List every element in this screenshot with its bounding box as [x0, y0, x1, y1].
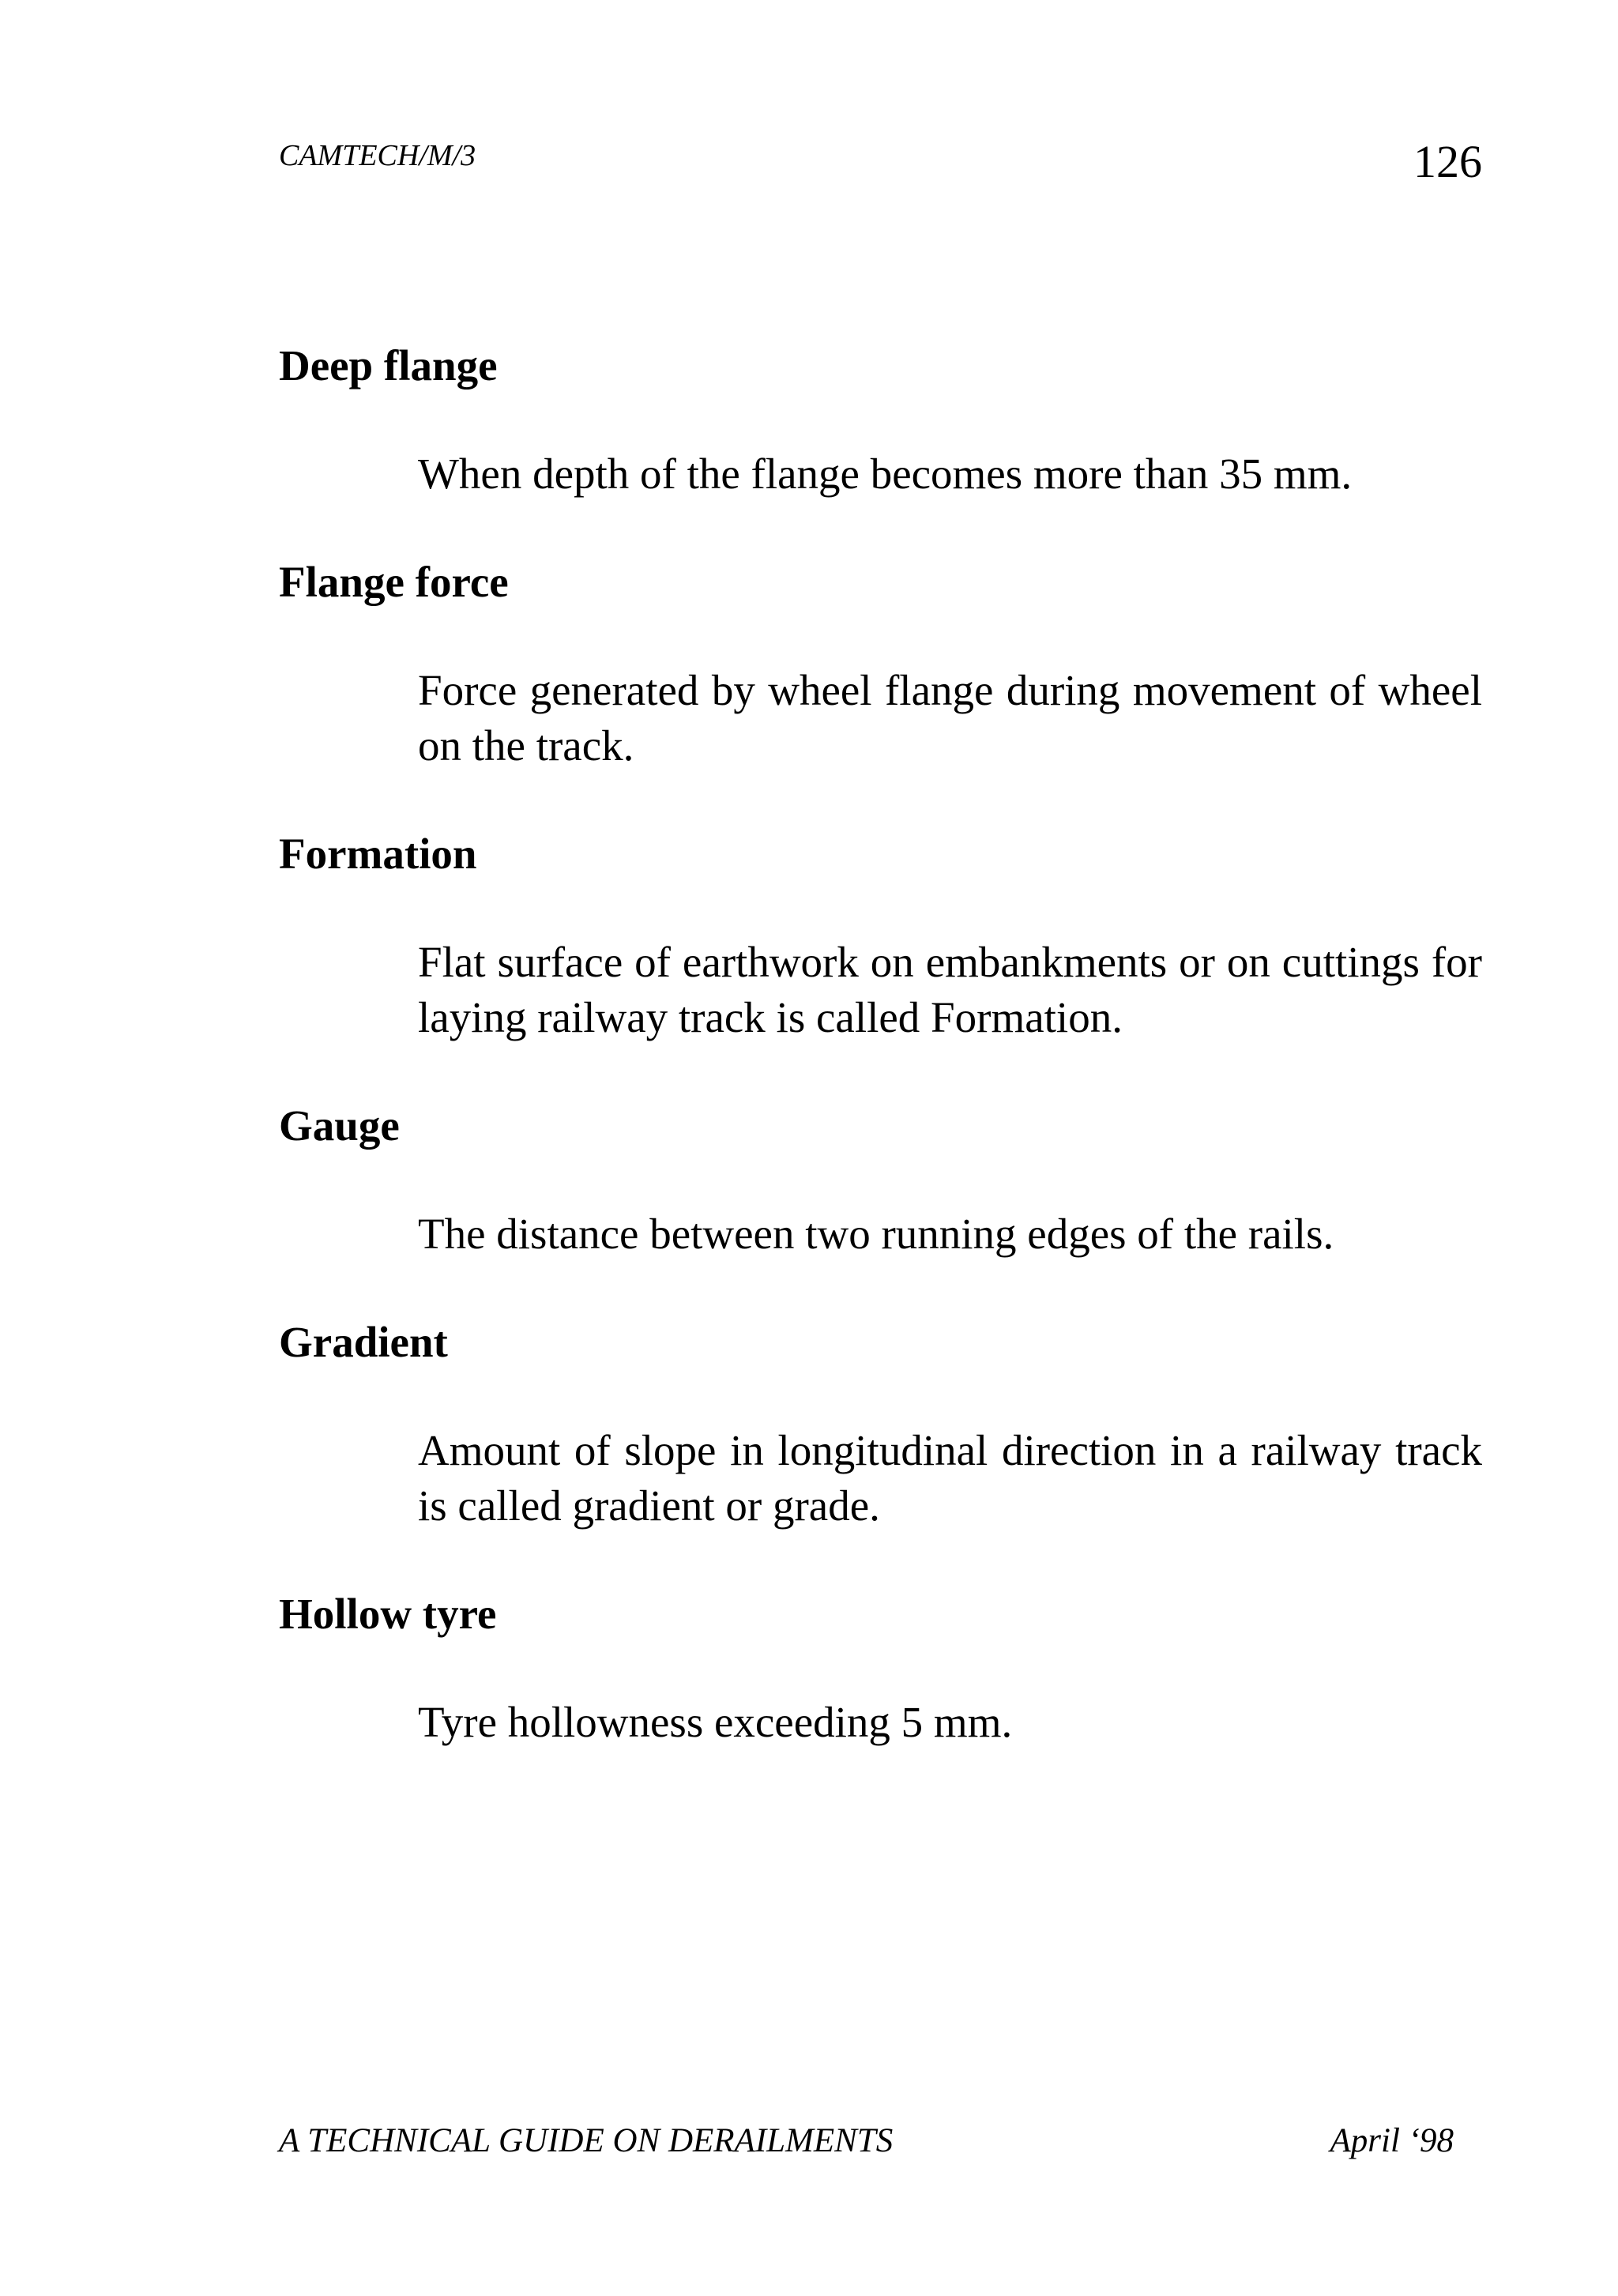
term-definition: The distance between two running edges of the rails.	[418, 1210, 1334, 1258]
term-definition: Tyre hollowness exceeding 5 mm.	[418, 1698, 1013, 1746]
term-heading: Deep flange	[279, 341, 498, 390]
term-definition: When depth of the flange becomes more than 35 mm.	[418, 450, 1353, 498]
footer-date: April ‘98	[1330, 2122, 1454, 2159]
glossary-entry-hollow-tyre	[279, 1586, 1482, 1750]
glossary-list	[279, 338, 1482, 1803]
term-definition: Flat surface of earthwork on embankments or on cuttings for laying railway track is called Formation.	[418, 938, 1482, 1041]
glossary-entry-gauge	[279, 1098, 1482, 1262]
term-definition: Force generated by wheel flange during movement of wheel on the track.	[418, 666, 1482, 770]
glossary-entry-flange-force	[279, 555, 1482, 773]
footer-title: A TECHNICAL GUIDE ON DERAILMENTS	[279, 2122, 894, 2159]
term-heading: Hollow tyre	[279, 1590, 497, 1638]
term-heading: Flange force	[279, 558, 509, 606]
term-heading: Gradient	[279, 1318, 448, 1366]
glossary-entry-formation	[279, 826, 1482, 1045]
glossary-entry-deep-flange	[279, 338, 1482, 502]
term-heading: Gauge	[279, 1101, 400, 1150]
glossary-entry-gradient	[279, 1315, 1482, 1534]
page-number: 126	[1413, 136, 1482, 187]
term-heading: Formation	[279, 830, 477, 878]
term-definition: Amount of slope in longitudinal direction in a railway track is called gradient or grade.	[418, 1426, 1482, 1530]
document-code: CAMTECH/M/3	[279, 139, 476, 172]
